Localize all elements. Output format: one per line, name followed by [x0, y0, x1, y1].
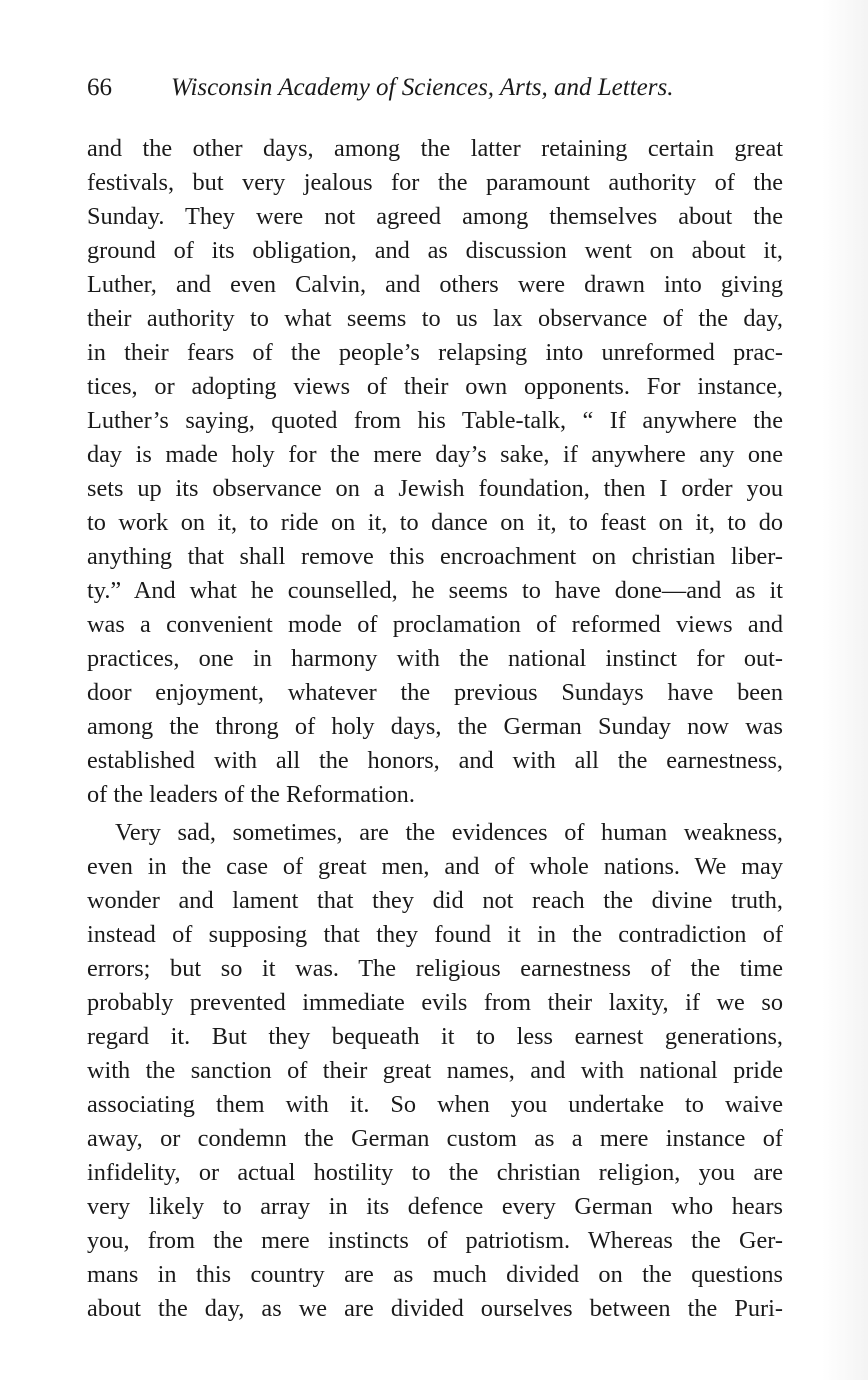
text-line: infidelity, or actual hostility to the christian religion, you are — [87, 1159, 783, 1186]
running-header — [87, 74, 787, 110]
text-line: errors; but so it was. The religious earnestness of the time — [87, 955, 783, 982]
paragraph — [87, 132, 783, 812]
text-line: associating them with it. So when you undertake to waive — [87, 1091, 783, 1118]
text-line: wonder and lament that they did not reach the divine truth, — [87, 887, 783, 914]
text-line: ground of its obligation, and as discussion went on about it, — [87, 237, 783, 264]
page-number: 66 — [87, 74, 112, 101]
running-title: Wisconsin Academy of Sciences, Arts, and Letters. — [171, 74, 674, 101]
text-line: probably prevented immediate evils from their laxity, if we so — [87, 989, 783, 1016]
text-line: festivals, but very jealous for the paramount authority of the — [87, 169, 783, 196]
text-line: Luther, and even Calvin, and others were drawn into giving — [87, 271, 783, 298]
text-line: Very sad, sometimes, are the evidences of human weakness, — [115, 819, 783, 846]
text-line: about the day, as we are divided ourselves between the Puri- — [87, 1295, 783, 1322]
text-line: to work on it, to ride on it, to dance on it, to feast on it, to do — [87, 509, 783, 536]
text-line: even in the case of great men, and of whole nations. We may — [87, 853, 783, 880]
text-line: day is made holy for the mere day’s sake, if anywhere any one — [87, 441, 783, 468]
text-line: tices, or adopting views of their own opponents. For instance, — [87, 373, 783, 400]
text-line: practices, one in harmony with the national instinct for out- — [87, 645, 783, 672]
text-line: away, or condemn the German custom as a mere instance of — [87, 1125, 783, 1152]
body-text — [87, 132, 783, 1326]
text-line: established with all the honors, and with all the earnestness, — [87, 747, 783, 774]
page-edge-shadow — [822, 0, 868, 1380]
text-line: was a convenient mode of proclamation of reformed views and — [87, 611, 783, 638]
text-line: door enjoyment, whatever the previous Sundays have been — [87, 679, 783, 706]
text-line: Luther’s saying, quoted from his Table-talk, “ If anywhere the — [87, 407, 783, 434]
text-line: very likely to array in its defence every German who hears — [87, 1193, 783, 1220]
text-line: anything that shall remove this encroachment on christian liber- — [87, 543, 783, 570]
text-line: of the leaders of the Reformation. — [87, 781, 415, 808]
paragraph — [87, 816, 783, 1326]
text-line: sets up its observance on a Jewish foundation, then I order you — [87, 475, 783, 502]
text-line: you, from the mere instincts of patriotism. Whereas the Ger- — [87, 1227, 783, 1254]
text-line: Sunday. They were not agreed among themselves about the — [87, 203, 783, 230]
text-line: regard it. But they bequeath it to less earnest generations, — [87, 1023, 783, 1050]
text-line: ty.” And what he counselled, he seems to have done—and as it — [87, 577, 783, 604]
text-line: instead of supposing that they found it in the contradiction of — [87, 921, 783, 948]
text-line: their authority to what seems to us lax observance of the day, — [87, 305, 783, 332]
text-line: mans in this country are as much divided on the questions — [87, 1261, 783, 1288]
text-line: in their fears of the people’s relapsing into unreformed prac- — [87, 339, 783, 366]
text-line: among the throng of holy days, the German Sunday now was — [87, 713, 783, 740]
text-line: with the sanction of their great names, and with national pride — [87, 1057, 783, 1084]
text-line: and the other days, among the latter retaining certain great — [87, 135, 783, 162]
